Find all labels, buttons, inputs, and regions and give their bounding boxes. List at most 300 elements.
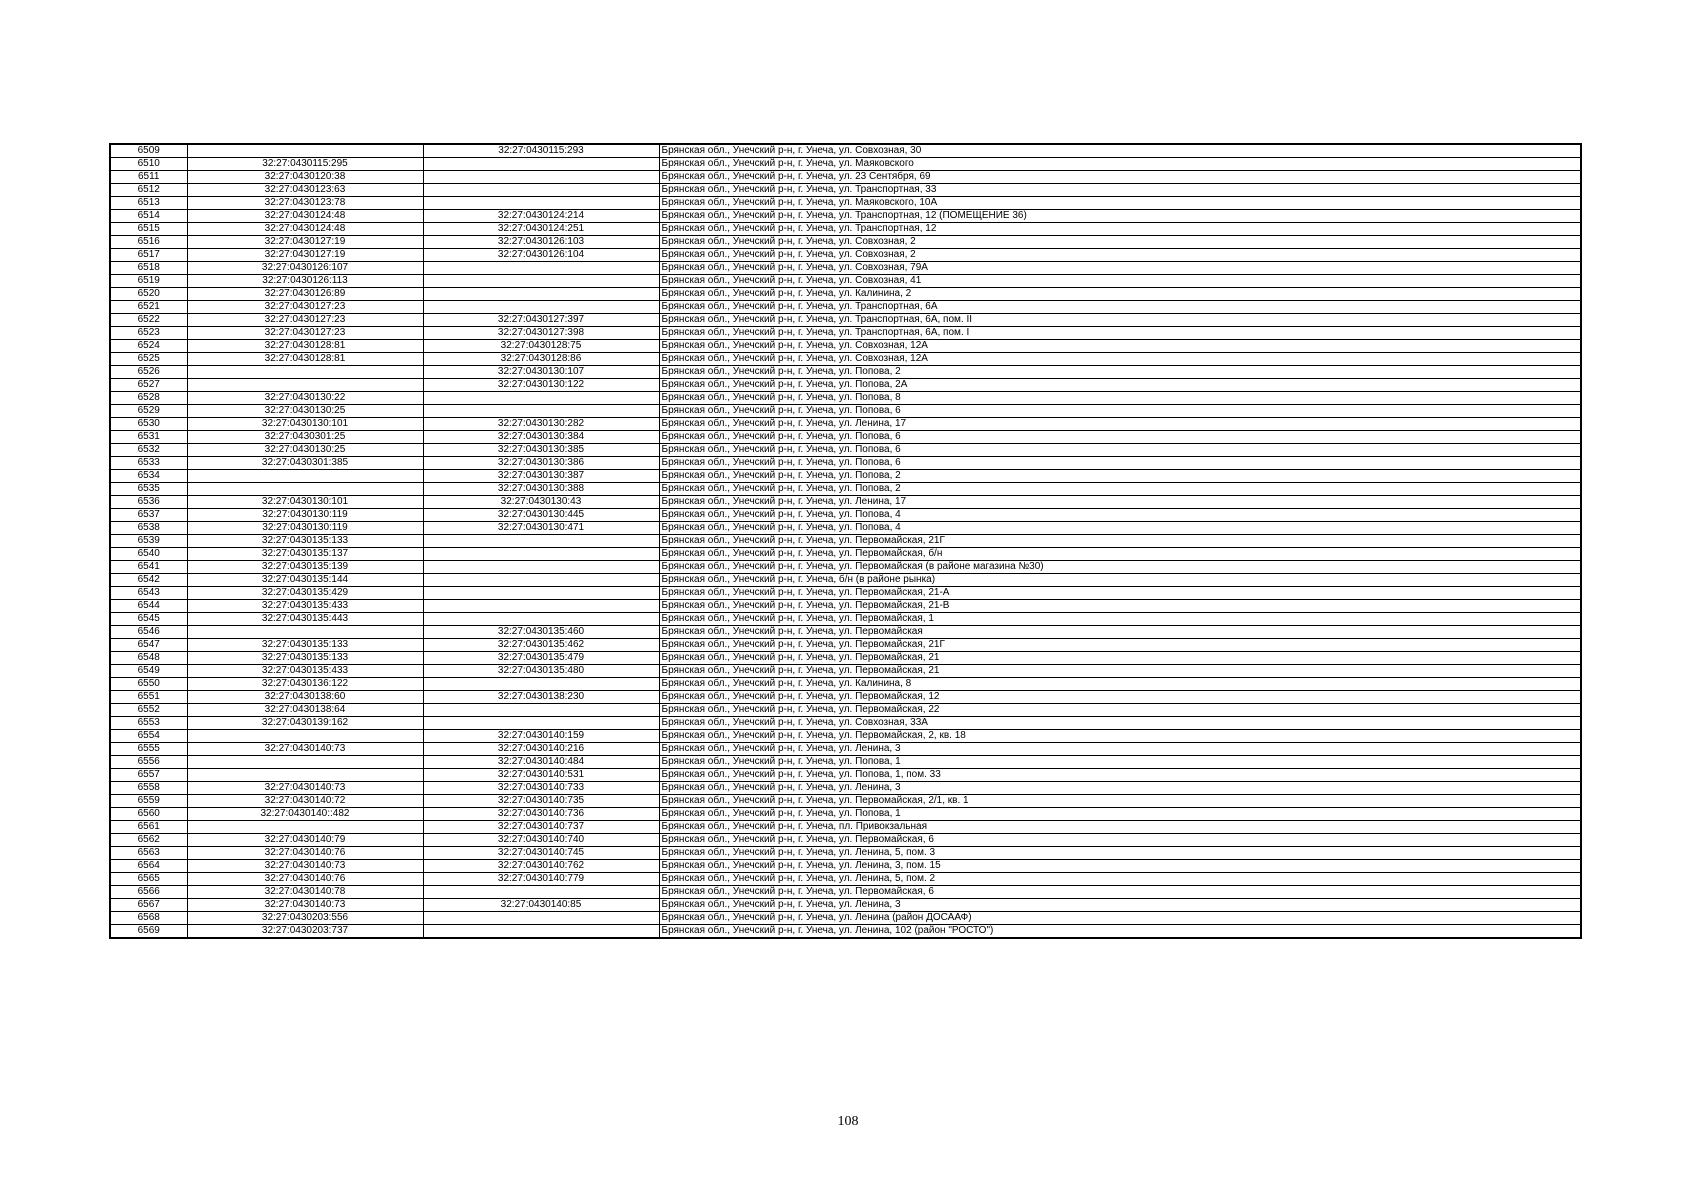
table-row — [110, 223, 1581, 236]
address-cell: Брянская обл., Унечский р-н, г. Унеча, ул. Первомайская, 22 — [659, 704, 1581, 717]
land-cadastral-number-cell: 32:27:0430130:119 — [187, 509, 423, 522]
object-cadastral-number-cell: 32:27:0430140:740 — [423, 834, 659, 847]
address-cell: Брянская обл., Унечский р-н, г. Унеча, ул. Попова, 6 — [659, 444, 1581, 457]
address-cell: Брянская обл., Унечский р-н, г. Унеча, ул. Первомайская, 21Г — [659, 639, 1581, 652]
land-cadastral-number-cell — [187, 730, 423, 743]
land-cadastral-number-cell — [187, 366, 423, 379]
address-cell: Брянская обл., Унечский р-н, г. Унеча, ул. Первомайская, 21-А — [659, 587, 1581, 600]
object-cadastral-number-cell: 32:27:0430126:104 — [423, 249, 659, 262]
row-number-cell: 6532 — [110, 444, 187, 457]
row-number-cell: 6509 — [110, 144, 187, 158]
row-number-cell: 6534 — [110, 470, 187, 483]
address-cell: Брянская обл., Унечский р-н, г. Унеча, ул. Совхозная, 12А — [659, 340, 1581, 353]
address-cell: Брянская обл., Унечский р-н, г. Унеча, ул. Ленина, 3 — [659, 899, 1581, 912]
address-cell: Брянская обл., Унечский р-н, г. Унеча, ул. Первомайская, б/н — [659, 548, 1581, 561]
address-cell: Брянская обл., Унечский р-н, г. Унеча, ул. Ленина, 3, пом. 15 — [659, 860, 1581, 873]
table-row — [110, 236, 1581, 249]
address-cell: Брянская обл., Унечский р-н, г. Унеча, ул. Совхозная, 2 — [659, 236, 1581, 249]
object-cadastral-number-cell: 32:27:0430135:479 — [423, 652, 659, 665]
row-number-cell: 6548 — [110, 652, 187, 665]
land-cadastral-number-cell: 32:27:0430127:19 — [187, 249, 423, 262]
object-cadastral-number-cell: 32:27:0430130:388 — [423, 483, 659, 496]
object-cadastral-number-cell — [423, 886, 659, 899]
land-cadastral-number-cell: 32:27:0430140:78 — [187, 886, 423, 899]
row-number-cell: 6563 — [110, 847, 187, 860]
address-cell: Брянская обл., Унечский р-н, г. Унеча, ул. Ленина, 17 — [659, 418, 1581, 431]
object-cadastral-number-cell: 32:27:0430135:462 — [423, 639, 659, 652]
row-number-cell: 6525 — [110, 353, 187, 366]
table-row — [110, 197, 1581, 210]
row-number-cell: 6515 — [110, 223, 187, 236]
row-number-cell: 6511 — [110, 171, 187, 184]
land-cadastral-number-cell: 32:27:0430130:25 — [187, 405, 423, 418]
land-cadastral-number-cell: 32:27:0430126:107 — [187, 262, 423, 275]
row-number-cell: 6537 — [110, 509, 187, 522]
land-cadastral-number-cell: 32:27:0430139:162 — [187, 717, 423, 730]
table-row — [110, 691, 1581, 704]
address-cell: Брянская обл., Унечский р-н, г. Унеча, ул. Ленина, 3 — [659, 743, 1581, 756]
table-row — [110, 899, 1581, 912]
table-row — [110, 561, 1581, 574]
object-cadastral-number-cell — [423, 405, 659, 418]
row-number-cell: 6540 — [110, 548, 187, 561]
row-number-cell: 6545 — [110, 613, 187, 626]
land-cadastral-number-cell: 32:27:0430135:137 — [187, 548, 423, 561]
table-row — [110, 275, 1581, 288]
table-row — [110, 912, 1581, 925]
object-cadastral-number-cell: 32:27:0430130:445 — [423, 509, 659, 522]
land-cadastral-number-cell: 32:27:0430127:23 — [187, 314, 423, 327]
object-cadastral-number-cell — [423, 392, 659, 405]
object-cadastral-number-cell: 32:27:0430128:86 — [423, 353, 659, 366]
object-cadastral-number-cell: 32:27:0430138:230 — [423, 691, 659, 704]
address-cell: Брянская обл., Унечский р-н, г. Унеча, ул. Транспортная, 12 (ПОМЕЩЕНИЕ 36) — [659, 210, 1581, 223]
row-number-cell: 6530 — [110, 418, 187, 431]
table-row — [110, 873, 1581, 886]
table-row — [110, 548, 1581, 561]
land-cadastral-number-cell: 32:27:0430120:38 — [187, 171, 423, 184]
row-number-cell: 6566 — [110, 886, 187, 899]
land-cadastral-number-cell: 32:27:0430135:433 — [187, 665, 423, 678]
table-row — [110, 600, 1581, 613]
object-cadastral-number-cell: 32:27:0430140:531 — [423, 769, 659, 782]
row-number-cell: 6553 — [110, 717, 187, 730]
row-number-cell: 6555 — [110, 743, 187, 756]
address-cell: Брянская обл., Унечский р-н, г. Унеча, ул. Первомайская, 2/1, кв. 1 — [659, 795, 1581, 808]
table-row — [110, 431, 1581, 444]
row-number-cell: 6528 — [110, 392, 187, 405]
land-cadastral-number-cell: 32:27:0430140::482 — [187, 808, 423, 821]
address-cell: Брянская обл., Унечский р-н, г. Унеча, ул. Попова, 4 — [659, 522, 1581, 535]
row-number-cell: 6554 — [110, 730, 187, 743]
land-cadastral-number-cell — [187, 470, 423, 483]
address-cell: Брянская обл., Унечский р-н, г. Унеча, ул. Ленина, 102 (район "РОСТО") — [659, 925, 1581, 939]
address-cell: Брянская обл., Унечский р-н, г. Унеча, ул. Попова, 1, пом. 33 — [659, 769, 1581, 782]
row-number-cell: 6512 — [110, 184, 187, 197]
object-cadastral-number-cell: 32:27:0430140:85 — [423, 899, 659, 912]
table-row — [110, 366, 1581, 379]
object-cadastral-number-cell — [423, 548, 659, 561]
land-cadastral-number-cell — [187, 756, 423, 769]
land-cadastral-number-cell: 32:27:0430126:89 — [187, 288, 423, 301]
object-cadastral-number-cell — [423, 262, 659, 275]
row-number-cell: 6565 — [110, 873, 187, 886]
object-cadastral-number-cell: 32:27:0430128:75 — [423, 340, 659, 353]
row-number-cell: 6536 — [110, 496, 187, 509]
table-row — [110, 535, 1581, 548]
table-row — [110, 925, 1581, 939]
land-cadastral-number-cell: 32:27:0430135:139 — [187, 561, 423, 574]
address-cell: Брянская обл., Унечский р-н, г. Унеча, ул. Первомайская — [659, 626, 1581, 639]
table-row — [110, 769, 1581, 782]
land-cadastral-number-cell: 32:27:0430127:23 — [187, 301, 423, 314]
row-number-cell: 6526 — [110, 366, 187, 379]
land-cadastral-number-cell — [187, 821, 423, 834]
table-row — [110, 379, 1581, 392]
row-number-cell: 6560 — [110, 808, 187, 821]
table-row — [110, 171, 1581, 184]
row-number-cell: 6568 — [110, 912, 187, 925]
address-cell: Брянская обл., Унечский р-н, г. Унеча, пл. Привокзальная — [659, 821, 1581, 834]
row-number-cell: 6522 — [110, 314, 187, 327]
table-row — [110, 574, 1581, 587]
address-cell: Брянская обл., Унечский р-н, г. Унеча, ул. Попова, 2 — [659, 366, 1581, 379]
address-cell: Брянская обл., Унечский р-н, г. Унеча, ул. Совхозная, 2 — [659, 249, 1581, 262]
row-number-cell: 6569 — [110, 925, 187, 939]
land-cadastral-number-cell: 32:27:0430127:19 — [187, 236, 423, 249]
land-cadastral-number-cell: 32:27:0430135:133 — [187, 535, 423, 548]
row-number-cell: 6523 — [110, 327, 187, 340]
row-number-cell: 6520 — [110, 288, 187, 301]
land-cadastral-number-cell: 32:27:0430135:133 — [187, 652, 423, 665]
row-number-cell: 6550 — [110, 678, 187, 691]
object-cadastral-number-cell — [423, 574, 659, 587]
row-number-cell: 6543 — [110, 587, 187, 600]
address-cell: Брянская обл., Унечский р-н, г. Унеча, ул. Совхозная, 12А — [659, 353, 1581, 366]
address-cell: Брянская обл., Унечский р-н, г. Унеча, ул. Калинина, 8 — [659, 678, 1581, 691]
address-cell: Брянская обл., Унечский р-н, г. Унеча, ул. Попова, 8 — [659, 392, 1581, 405]
table-row — [110, 262, 1581, 275]
address-cell: Брянская обл., Унечский р-н, г. Унеча, ул. Первомайская, 21 — [659, 665, 1581, 678]
land-cadastral-number-cell: 32:27:0430203:737 — [187, 925, 423, 939]
object-cadastral-number-cell: 32:27:0430140:159 — [423, 730, 659, 743]
row-number-cell: 6552 — [110, 704, 187, 717]
table-row — [110, 444, 1581, 457]
table-row — [110, 522, 1581, 535]
object-cadastral-number-cell — [423, 275, 659, 288]
land-cadastral-number-cell: 32:27:0430128:81 — [187, 353, 423, 366]
table-row — [110, 314, 1581, 327]
object-cadastral-number-cell: 32:27:0430140:216 — [423, 743, 659, 756]
address-cell: Брянская обл., Унечский р-н, г. Унеча, ул. Попова, 6 — [659, 431, 1581, 444]
land-cadastral-number-cell: 32:27:0430130:101 — [187, 418, 423, 431]
land-cadastral-number-cell: 32:27:0430135:433 — [187, 600, 423, 613]
object-cadastral-number-cell: 32:27:0430127:398 — [423, 327, 659, 340]
address-cell: Брянская обл., Унечский р-н, г. Унеча, ул. Транспортная, 12 — [659, 223, 1581, 236]
table-row — [110, 496, 1581, 509]
object-cadastral-number-cell: 32:27:0430130:43 — [423, 496, 659, 509]
object-cadastral-number-cell: 32:27:0430124:251 — [423, 223, 659, 236]
object-cadastral-number-cell: 32:27:0430130:386 — [423, 457, 659, 470]
address-cell: Брянская обл., Унечский р-н, г. Унеча, ул. Попова, 1 — [659, 808, 1581, 821]
object-cadastral-number-cell: 32:27:0430140:733 — [423, 782, 659, 795]
row-number-cell: 6527 — [110, 379, 187, 392]
object-cadastral-number-cell: 32:27:0430130:387 — [423, 470, 659, 483]
land-cadastral-number-cell: 32:27:0430301:25 — [187, 431, 423, 444]
table-row — [110, 470, 1581, 483]
table-row — [110, 808, 1581, 821]
object-cadastral-number-cell — [423, 717, 659, 730]
object-cadastral-number-cell — [423, 704, 659, 717]
land-cadastral-number-cell: 32:27:0430138:64 — [187, 704, 423, 717]
address-cell: Брянская обл., Унечский р-н, г. Унеча, ул. Попова, 2 — [659, 483, 1581, 496]
land-cadastral-number-cell: 32:27:0430130:25 — [187, 444, 423, 457]
table-row — [110, 457, 1581, 470]
table-row — [110, 743, 1581, 756]
land-cadastral-number-cell: 32:27:0430124:48 — [187, 223, 423, 236]
row-number-cell: 6546 — [110, 626, 187, 639]
table-row — [110, 483, 1581, 496]
table-row — [110, 795, 1581, 808]
row-number-cell: 6557 — [110, 769, 187, 782]
object-cadastral-number-cell — [423, 678, 659, 691]
table-row — [110, 639, 1581, 652]
row-number-cell: 6562 — [110, 834, 187, 847]
row-number-cell: 6535 — [110, 483, 187, 496]
row-number-cell: 6558 — [110, 782, 187, 795]
table-row — [110, 756, 1581, 769]
address-cell: Брянская обл., Унечский р-н, г. Унеча, ул. Первомайская, 2, кв. 18 — [659, 730, 1581, 743]
object-cadastral-number-cell: 32:27:0430140:737 — [423, 821, 659, 834]
table-row — [110, 782, 1581, 795]
address-cell: Брянская обл., Унечский р-н, г. Унеча, ул. Калинина, 2 — [659, 288, 1581, 301]
land-cadastral-number-cell: 32:27:0430203:556 — [187, 912, 423, 925]
land-cadastral-number-cell: 32:27:0430136:122 — [187, 678, 423, 691]
address-cell: Брянская обл., Унечский р-н, г. Унеча, ул. Совхозная, 30 — [659, 144, 1581, 158]
object-cadastral-number-cell: 32:27:0430140:484 — [423, 756, 659, 769]
address-cell: Брянская обл., Унечский р-н, г. Унеча, ул. Первомайская, 6 — [659, 886, 1581, 899]
row-number-cell: 6524 — [110, 340, 187, 353]
table-row — [110, 509, 1581, 522]
table-row — [110, 626, 1581, 639]
object-cadastral-number-cell — [423, 600, 659, 613]
object-cadastral-number-cell — [423, 184, 659, 197]
land-cadastral-number-cell: 32:27:0430135:429 — [187, 587, 423, 600]
land-cadastral-number-cell: 32:27:0430130:101 — [187, 496, 423, 509]
address-cell: Брянская обл., Унечский р-н, г. Унеча, ул. Первомайская, 21-В — [659, 600, 1581, 613]
object-cadastral-number-cell: 32:27:0430130:122 — [423, 379, 659, 392]
address-cell: Брянская обл., Унечский р-н, г. Унеча, ул. Попова, 6 — [659, 405, 1581, 418]
land-cadastral-number-cell: 32:27:0430138:60 — [187, 691, 423, 704]
row-number-cell: 6513 — [110, 197, 187, 210]
address-cell: Брянская обл., Унечский р-н, г. Унеча, ул. Первомайская, 6 — [659, 834, 1581, 847]
address-cell: Брянская обл., Унечский р-н, г. Унеча, ул. Ленина, 3 — [659, 782, 1581, 795]
row-number-cell: 6561 — [110, 821, 187, 834]
address-cell: Брянская обл., Унечский р-н, г. Унеча, ул. Первомайская, 21Г — [659, 535, 1581, 548]
object-cadastral-number-cell: 32:27:0430135:480 — [423, 665, 659, 678]
address-cell: Брянская обл., Унечский р-н, г. Унеча, ул. Маяковского — [659, 158, 1581, 171]
registry-table — [109, 143, 1582, 939]
land-cadastral-number-cell: 32:27:0430130:22 — [187, 392, 423, 405]
object-cadastral-number-cell: 32:27:0430130:107 — [423, 366, 659, 379]
address-cell: Брянская обл., Унечский р-н, г. Унеча, ул. Маяковского, 10А — [659, 197, 1581, 210]
address-cell: Брянская обл., Унечский р-н, г. Унеча, ул. Попова, 2А — [659, 379, 1581, 392]
row-number-cell: 6519 — [110, 275, 187, 288]
object-cadastral-number-cell: 32:27:0430126:103 — [423, 236, 659, 249]
object-cadastral-number-cell: 32:27:0430140:735 — [423, 795, 659, 808]
address-cell: Брянская обл., Унечский р-н, г. Унеча, ул. Совхозная, 79А — [659, 262, 1581, 275]
address-cell: Брянская обл., Унечский р-н, г. Унеча, ул. Ленина, 5, пом. 3 — [659, 847, 1581, 860]
row-number-cell: 6518 — [110, 262, 187, 275]
table-row — [110, 210, 1581, 223]
address-cell: Брянская обл., Унечский р-н, г. Унеча, ул. Транспортная, 6А, пом. II — [659, 314, 1581, 327]
object-cadastral-number-cell — [423, 925, 659, 939]
land-cadastral-number-cell: 32:27:0430135:133 — [187, 639, 423, 652]
land-cadastral-number-cell: 32:27:0430140:76 — [187, 873, 423, 886]
table-row — [110, 392, 1581, 405]
land-cadastral-number-cell: 32:27:0430140:79 — [187, 834, 423, 847]
table-row — [110, 847, 1581, 860]
land-cadastral-number-cell: 32:27:0430128:81 — [187, 340, 423, 353]
land-cadastral-number-cell — [187, 144, 423, 158]
address-cell: Брянская обл., Унечский р-н, г. Унеча, б/н (в районе рынка) — [659, 574, 1581, 587]
address-cell: Брянская обл., Унечский р-н, г. Унеча, ул. Первомайская, 1 — [659, 613, 1581, 626]
table-row — [110, 158, 1581, 171]
object-cadastral-number-cell — [423, 912, 659, 925]
object-cadastral-number-cell: 32:27:0430140:762 — [423, 860, 659, 873]
table-row — [110, 717, 1581, 730]
object-cadastral-number-cell: 32:27:0430130:384 — [423, 431, 659, 444]
row-number-cell: 6559 — [110, 795, 187, 808]
land-cadastral-number-cell: 32:27:0430140:73 — [187, 782, 423, 795]
table-row — [110, 249, 1581, 262]
table-row — [110, 613, 1581, 626]
land-cadastral-number-cell: 32:27:0430123:63 — [187, 184, 423, 197]
row-number-cell: 6531 — [110, 431, 187, 444]
row-number-cell: 6517 — [110, 249, 187, 262]
row-number-cell: 6547 — [110, 639, 187, 652]
row-number-cell: 6514 — [110, 210, 187, 223]
table-row — [110, 353, 1581, 366]
row-number-cell: 6529 — [110, 405, 187, 418]
table-row — [110, 834, 1581, 847]
land-cadastral-number-cell — [187, 483, 423, 496]
table-row — [110, 860, 1581, 873]
object-cadastral-number-cell: 32:27:0430130:282 — [423, 418, 659, 431]
object-cadastral-number-cell — [423, 587, 659, 600]
object-cadastral-number-cell: 32:27:0430140:745 — [423, 847, 659, 860]
land-cadastral-number-cell: 32:27:0430115:295 — [187, 158, 423, 171]
address-cell: Брянская обл., Унечский р-н, г. Унеча, ул. Попова, 1 — [659, 756, 1581, 769]
land-cadastral-number-cell: 32:27:0430124:48 — [187, 210, 423, 223]
address-cell: Брянская обл., Унечский р-н, г. Унеча, ул. Ленина, 17 — [659, 496, 1581, 509]
object-cadastral-number-cell: 32:27:0430124:214 — [423, 210, 659, 223]
table-row — [110, 821, 1581, 834]
table-row — [110, 730, 1581, 743]
row-number-cell: 6544 — [110, 600, 187, 613]
object-cadastral-number-cell: 32:27:0430127:397 — [423, 314, 659, 327]
table-row — [110, 327, 1581, 340]
land-cadastral-number-cell: 32:27:0430123:78 — [187, 197, 423, 210]
row-number-cell: 6556 — [110, 756, 187, 769]
table-row — [110, 288, 1581, 301]
object-cadastral-number-cell — [423, 613, 659, 626]
table-row — [110, 678, 1581, 691]
object-cadastral-number-cell — [423, 288, 659, 301]
land-cadastral-number-cell: 32:27:0430140:73 — [187, 743, 423, 756]
land-cadastral-number-cell: 32:27:0430140:72 — [187, 795, 423, 808]
address-cell: Брянская обл., Унечский р-н, г. Унеча, ул. Совхозная, 41 — [659, 275, 1581, 288]
object-cadastral-number-cell — [423, 197, 659, 210]
address-cell: Брянская обл., Унечский р-н, г. Унеча, ул. 23 Сентября, 69 — [659, 171, 1581, 184]
address-cell: Брянская обл., Унечский р-н, г. Унеча, ул. Ленина (район ДОСААФ) — [659, 912, 1581, 925]
address-cell: Брянская обл., Унечский р-н, г. Унеча, ул. Ленина, 5, пом. 2 — [659, 873, 1581, 886]
table-row — [110, 704, 1581, 717]
address-cell: Брянская обл., Унечский р-н, г. Унеча, ул. Первомайская, 21 — [659, 652, 1581, 665]
object-cadastral-number-cell: 32:27:0430130:471 — [423, 522, 659, 535]
land-cadastral-number-cell: 32:27:0430126:113 — [187, 275, 423, 288]
row-number-cell: 6551 — [110, 691, 187, 704]
object-cadastral-number-cell: 32:27:0430130:385 — [423, 444, 659, 457]
object-cadastral-number-cell — [423, 535, 659, 548]
row-number-cell: 6521 — [110, 301, 187, 314]
table-row — [110, 340, 1581, 353]
row-number-cell: 6564 — [110, 860, 187, 873]
address-cell: Брянская обл., Унечский р-н, г. Унеча, ул. Совхозная, 33А — [659, 717, 1581, 730]
row-number-cell: 6538 — [110, 522, 187, 535]
address-cell: Брянская обл., Унечский р-н, г. Унеча, ул. Первомайская, 12 — [659, 691, 1581, 704]
land-cadastral-number-cell: 32:27:0430140:76 — [187, 847, 423, 860]
land-cadastral-number-cell — [187, 769, 423, 782]
row-number-cell: 6549 — [110, 665, 187, 678]
object-cadastral-number-cell — [423, 171, 659, 184]
address-cell: Брянская обл., Унечский р-н, г. Унеча, ул. Транспортная, 6А, пом. I — [659, 327, 1581, 340]
object-cadastral-number-cell — [423, 561, 659, 574]
table-row — [110, 886, 1581, 899]
object-cadastral-number-cell — [423, 301, 659, 314]
row-number-cell: 6541 — [110, 561, 187, 574]
page-number: 108 — [837, 1114, 859, 1129]
table-row — [110, 184, 1581, 197]
row-number-cell: 6542 — [110, 574, 187, 587]
land-cadastral-number-cell — [187, 626, 423, 639]
row-number-cell: 6533 — [110, 457, 187, 470]
object-cadastral-number-cell: 32:27:0430135:460 — [423, 626, 659, 639]
row-number-cell: 6516 — [110, 236, 187, 249]
table-row — [110, 301, 1581, 314]
row-number-cell: 6539 — [110, 535, 187, 548]
object-cadastral-number-cell — [423, 158, 659, 171]
address-cell: Брянская обл., Унечский р-н, г. Унеча, ул. Первомайская (в районе магазина №30) — [659, 561, 1581, 574]
land-cadastral-number-cell — [187, 379, 423, 392]
land-cadastral-number-cell: 32:27:0430127:23 — [187, 327, 423, 340]
row-number-cell: 6510 — [110, 158, 187, 171]
table-row — [110, 405, 1581, 418]
object-cadastral-number-cell: 32:27:0430115:293 — [423, 144, 659, 158]
address-cell: Брянская обл., Унечский р-н, г. Унеча, ул. Транспортная, 6А — [659, 301, 1581, 314]
table-row — [110, 587, 1581, 600]
land-cadastral-number-cell: 32:27:0430135:144 — [187, 574, 423, 587]
object-cadastral-number-cell: 32:27:0430140:779 — [423, 873, 659, 886]
land-cadastral-number-cell: 32:27:0430140:73 — [187, 860, 423, 873]
address-cell: Брянская обл., Унечский р-н, г. Унеча, ул. Попова, 2 — [659, 470, 1581, 483]
land-cadastral-number-cell: 32:27:0430135:443 — [187, 613, 423, 626]
address-cell: Брянская обл., Унечский р-н, г. Унеча, ул. Попова, 6 — [659, 457, 1581, 470]
row-number-cell: 6567 — [110, 899, 187, 912]
land-cadastral-number-cell: 32:27:0430301:385 — [187, 457, 423, 470]
land-cadastral-number-cell: 32:27:0430130:119 — [187, 522, 423, 535]
address-cell: Брянская обл., Унечский р-н, г. Унеча, ул. Попова, 4 — [659, 509, 1581, 522]
